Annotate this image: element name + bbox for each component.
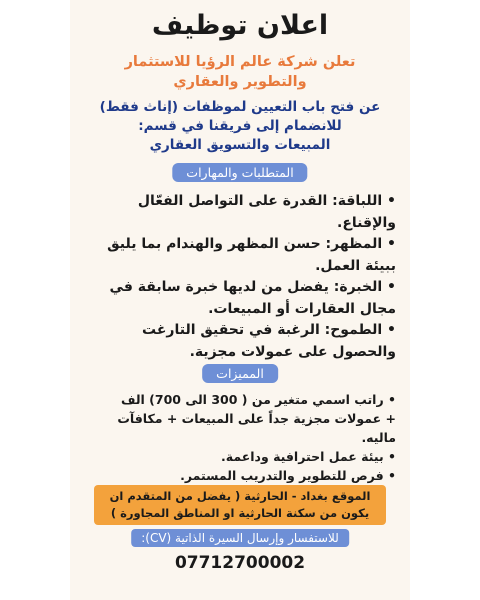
intro-line-3: المبيعات والتسويق العقاري (149, 137, 331, 153)
page-title: اعلان توظيف (151, 10, 329, 41)
phone-number: 07712700002 (174, 553, 306, 573)
company-announcement (70, 52, 410, 92)
location-line-2: يكون من سكنة الحارثية او المناطق المجاورة ) (110, 506, 370, 520)
intro-line-2: للانضمام إلى فريقنا في قسم: (138, 118, 342, 134)
intro-line-1: عن فتح باب التعيين لموظفات (إناث فقط) (99, 99, 381, 115)
list-item: • فرص للتطوير والتدريب المستمر. (180, 468, 396, 483)
opening-intro (80, 98, 400, 155)
location-banner (94, 485, 386, 525)
perks-heading: المميزات (202, 364, 278, 383)
contact-label: للاستفسار وإرسال السيرة الذاتية (CV): (131, 529, 349, 547)
company-line-2: والتطوير والعقاري (173, 74, 307, 90)
perks-list (84, 390, 396, 485)
job-posting-poster (70, 0, 410, 600)
list-item: • اللباقة: القدرة على التواصل الفعّال والإقناع. (137, 193, 396, 231)
requirements-heading: المتطلبات والمهارات (172, 163, 307, 182)
location-line-1: الموقع بغداد - الحارثية ( يفضل من المتقدم ان (109, 489, 371, 503)
list-item: • الخبرة: يفضل من لديها خبرة سابقة في مجال العقارات أو المبيعات. (109, 279, 396, 317)
list-item: • الطموح: الرغبة في تحقيق التارغت والحصول على عمولات مجزية. (142, 322, 396, 360)
list-item: • بيئة عمل احترافية وداعمة. (221, 449, 396, 464)
list-item: • المظهر: حسن المظهر والهندام بما يليق ببيئة العمل. (107, 236, 396, 274)
list-item: • راتب اسمي متغير من ( 300 الى 700) الف (120, 392, 396, 407)
list-item: + عمولات مجزية جداً على المبيعات + مكافآت ماليه. (117, 411, 396, 445)
requirements-list (84, 191, 396, 363)
company-line-1: تعلن شركة عالم الرؤيا للاستثمار (124, 54, 356, 70)
